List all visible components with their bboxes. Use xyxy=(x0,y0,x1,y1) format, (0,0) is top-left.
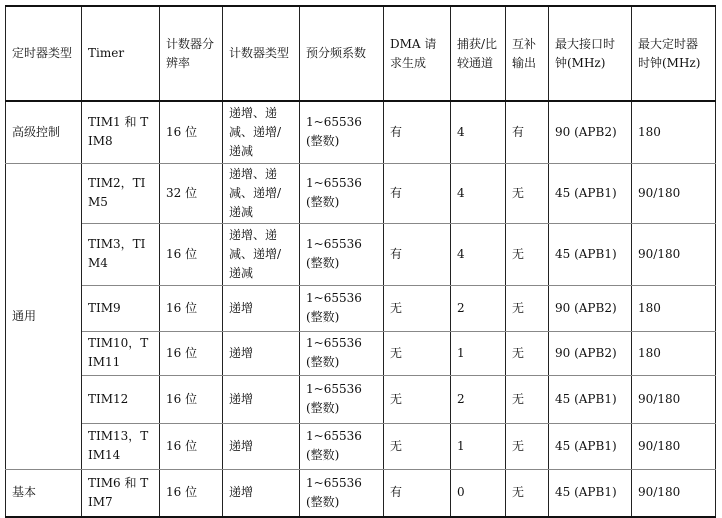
header-max-timer-clock: 最大定时器时钟(MHz) xyxy=(632,6,716,101)
table-row xyxy=(6,101,716,163)
table-row xyxy=(6,423,716,469)
cell-interface-clock: 45 (APB1) xyxy=(549,375,632,423)
group-cell-general: 通用 xyxy=(6,163,82,469)
header-counter-type: 计数器类型 xyxy=(223,6,300,101)
cell-timer: TIM3，TIM4 xyxy=(82,223,160,285)
cell-complementary: 无 xyxy=(506,375,549,423)
timer-table-container xyxy=(5,5,716,518)
header-capture-compare: 捕获/比较通道 xyxy=(451,6,506,101)
cell-complementary: 无 xyxy=(506,423,549,469)
cell-interface-clock: 90 (APB2) xyxy=(549,331,632,375)
header-row xyxy=(6,6,716,101)
cell-channels: 1 xyxy=(451,423,506,469)
cell-dma: 无 xyxy=(384,423,451,469)
cell-timer-clock: 90/180 xyxy=(632,469,716,517)
cell-channels: 2 xyxy=(451,285,506,331)
cell-prescaler: 1~65536(整数) xyxy=(300,469,384,517)
cell-channels: 4 xyxy=(451,223,506,285)
table-row xyxy=(6,163,716,223)
cell-resolution: 16 位 xyxy=(160,423,223,469)
header-complementary-output: 互补输出 xyxy=(506,6,549,101)
table-row xyxy=(6,331,716,375)
cell-timer: TIM13，TIM14 xyxy=(82,423,160,469)
cell-dma: 有 xyxy=(384,223,451,285)
cell-prescaler: 1~65536(整数) xyxy=(300,331,384,375)
cell-dma: 无 xyxy=(384,331,451,375)
cell-timer: TIM10，TIM11 xyxy=(82,331,160,375)
table-row xyxy=(6,375,716,423)
cell-channels: 4 xyxy=(451,163,506,223)
cell-complementary: 无 xyxy=(506,285,549,331)
cell-complementary: 有 xyxy=(506,101,549,163)
group-cell-advanced: 高级控制 xyxy=(6,101,82,163)
cell-resolution: 16 位 xyxy=(160,223,223,285)
header-dma-request: DMA 请求生成 xyxy=(384,6,451,101)
cell-resolution: 16 位 xyxy=(160,285,223,331)
cell-resolution: 16 位 xyxy=(160,375,223,423)
cell-prescaler: 1~65536(整数) xyxy=(300,375,384,423)
cell-timer-clock: 90/180 xyxy=(632,163,716,223)
cell-interface-clock: 45 (APB1) xyxy=(549,469,632,517)
cell-timer: TIM12 xyxy=(82,375,160,423)
cell-complementary: 无 xyxy=(506,331,549,375)
cell-timer-clock: 180 xyxy=(632,331,716,375)
cell-counter-type: 递增、递减、递增/递减 xyxy=(223,101,300,163)
cell-prescaler: 1~65536(整数) xyxy=(300,423,384,469)
cell-prescaler: 1~65536(整数) xyxy=(300,223,384,285)
cell-counter-type: 递增、递减、递增/递减 xyxy=(223,163,300,223)
table-row xyxy=(6,285,716,331)
timer-comparison-table xyxy=(5,5,716,518)
cell-timer: TIM9 xyxy=(82,285,160,331)
cell-interface-clock: 45 (APB1) xyxy=(549,223,632,285)
cell-timer-clock: 180 xyxy=(632,285,716,331)
cell-dma: 有 xyxy=(384,101,451,163)
cell-resolution: 16 位 xyxy=(160,331,223,375)
cell-counter-type: 递增 xyxy=(223,423,300,469)
group-cell-basic: 基本 xyxy=(6,469,82,517)
cell-interface-clock: 90 (APB2) xyxy=(549,285,632,331)
cell-dma: 无 xyxy=(384,285,451,331)
cell-resolution: 16 位 xyxy=(160,469,223,517)
cell-prescaler: 1~65536(整数) xyxy=(300,101,384,163)
cell-prescaler: 1~65536(整数) xyxy=(300,163,384,223)
cell-interface-clock: 45 (APB1) xyxy=(549,163,632,223)
cell-channels: 1 xyxy=(451,331,506,375)
cell-timer-clock: 180 xyxy=(632,101,716,163)
cell-resolution: 16 位 xyxy=(160,101,223,163)
table-row xyxy=(6,223,716,285)
cell-interface-clock: 45 (APB1) xyxy=(549,423,632,469)
cell-counter-type: 递增 xyxy=(223,469,300,517)
header-prescaler: 预分频系数 xyxy=(300,6,384,101)
cell-timer-clock: 90/180 xyxy=(632,423,716,469)
header-timer: Timer xyxy=(82,6,160,101)
cell-dma: 无 xyxy=(384,375,451,423)
cell-timer: TIM2，TIM5 xyxy=(82,163,160,223)
cell-timer-clock: 90/180 xyxy=(632,375,716,423)
cell-dma: 有 xyxy=(384,469,451,517)
cell-channels: 4 xyxy=(451,101,506,163)
cell-resolution: 32 位 xyxy=(160,163,223,223)
cell-channels: 2 xyxy=(451,375,506,423)
header-max-interface-clock: 最大接口时钟(MHz) xyxy=(549,6,632,101)
cell-dma: 有 xyxy=(384,163,451,223)
cell-counter-type: 递增 xyxy=(223,375,300,423)
cell-timer: TIM6 和 TIM7 xyxy=(82,469,160,517)
cell-complementary: 无 xyxy=(506,163,549,223)
header-timer-type: 定时器类型 xyxy=(6,6,82,101)
cell-counter-type: 递增、递减、递增/递减 xyxy=(223,223,300,285)
cell-counter-type: 递增 xyxy=(223,285,300,331)
cell-complementary: 无 xyxy=(506,223,549,285)
cell-timer-clock: 90/180 xyxy=(632,223,716,285)
table-row xyxy=(6,469,716,517)
cell-interface-clock: 90 (APB2) xyxy=(549,101,632,163)
header-counter-resolution: 计数器分辨率 xyxy=(160,6,223,101)
cell-complementary: 无 xyxy=(506,469,549,517)
cell-channels: 0 xyxy=(451,469,506,517)
cell-counter-type: 递增 xyxy=(223,331,300,375)
cell-prescaler: 1~65536(整数) xyxy=(300,285,384,331)
cell-timer: TIM1 和 TIM8 xyxy=(82,101,160,163)
